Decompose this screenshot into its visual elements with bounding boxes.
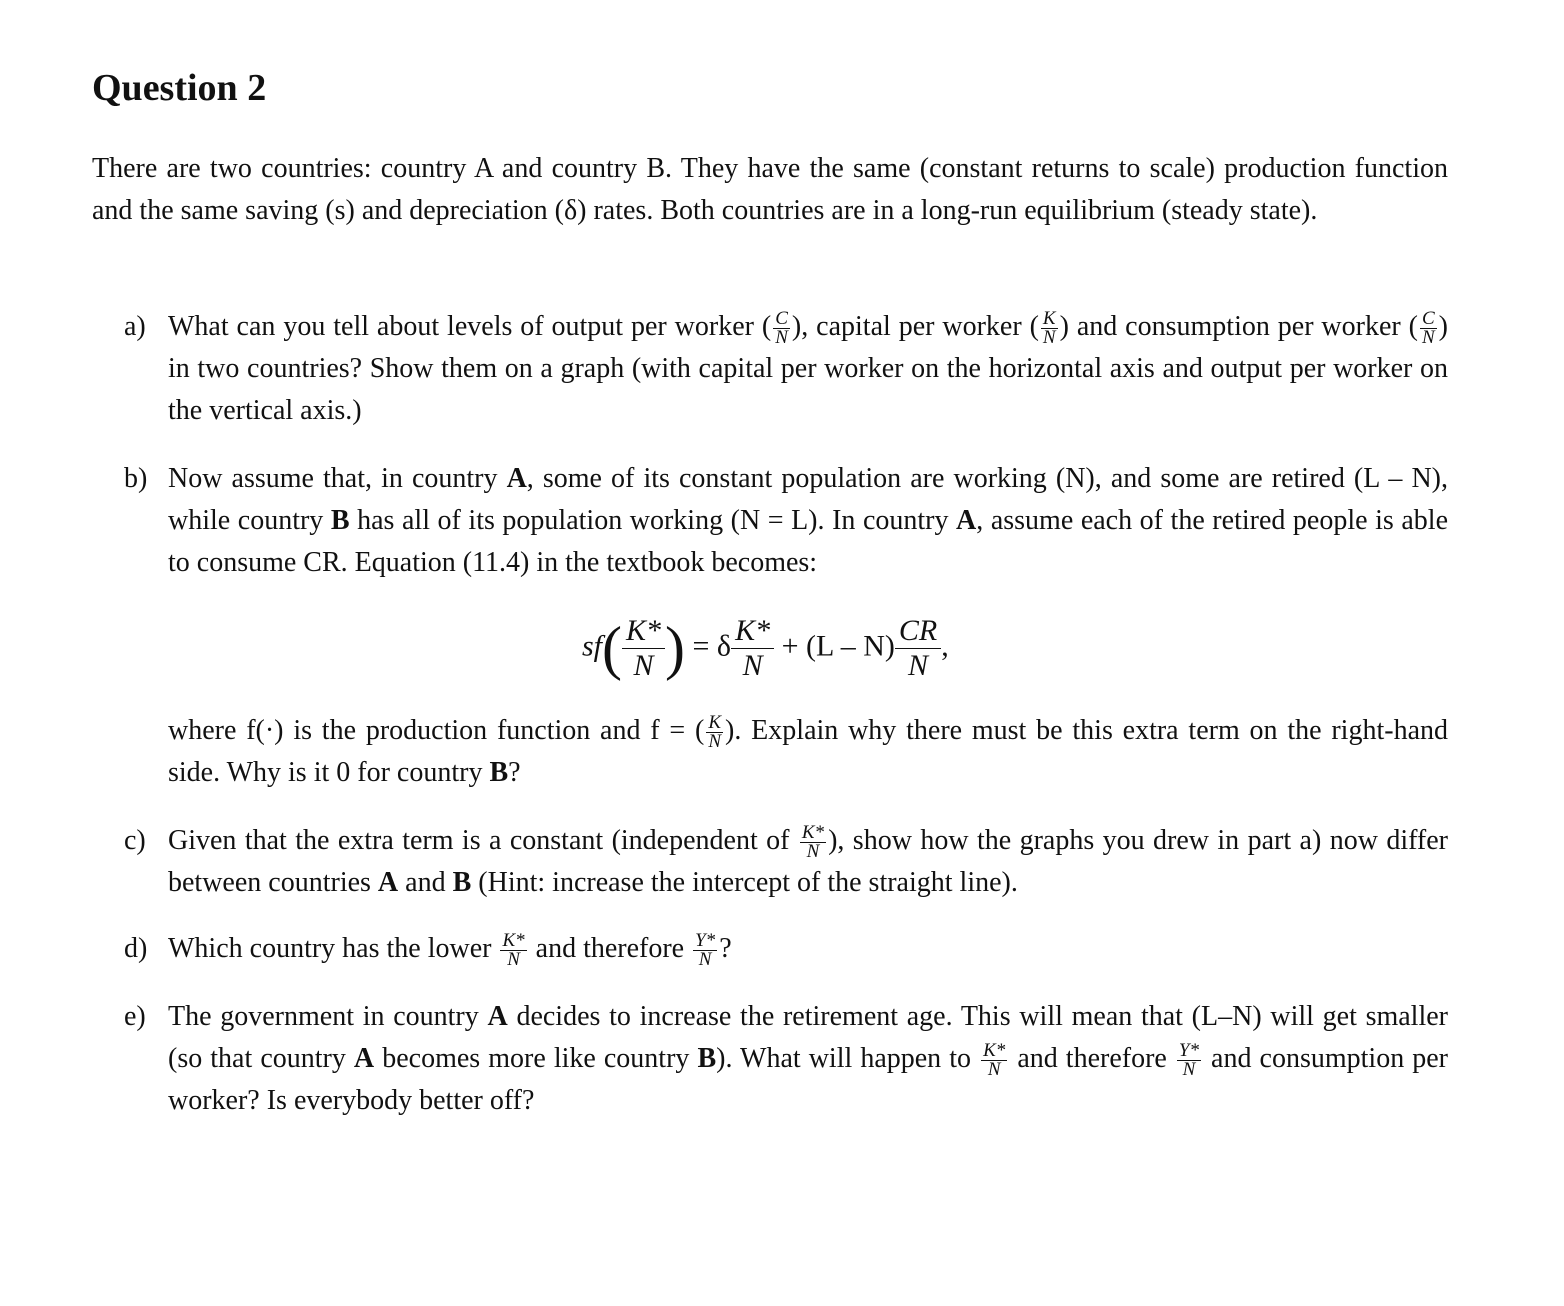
part-a-label: a)	[124, 311, 146, 342]
fraction-k-over-n: $\frac{K}{N}$	[1042, 308, 1056, 349]
part-d-text: Which country has the lower $\frac{K*}{N}$ and therefore $\frac{Y*}{N}$ ?	[168, 930, 732, 971]
intro-paragraph: There are two countries: country A and country B. They have the same (constant returns to scale) production function and the same saving (s) and depreciation (δ) rates. Both countries are in a long-run equilibrium (steady state).	[92, 153, 1448, 226]
part-c-label: c)	[124, 825, 146, 856]
fraction-c-over-n: $\frac{C}{N}$	[1421, 308, 1435, 349]
fraction-kstar-over-n: $\frac{K*}{N}$	[983, 1040, 1006, 1081]
part-b-text-2: where f(·) is the production function and f = ( $\frac{K}{N}$ ). Explain why there must be this extra term on the right-hand side. Why is it 0 for country B?	[168, 712, 1448, 788]
fraction-k-over-n: $\frac{K}{N}$	[708, 712, 722, 753]
equation: sf( $\frac{K*}{N}$ ) = δ $\frac{K*}{N}$ + (L – N) $\frac{CR}{N}$ ,	[582, 614, 949, 682]
part-a-text: What can you tell about levels of output per worker ( $\frac{C}{N}$ ), capital per worker ( $\frac{K}{N}$ ) and consumption per worker ( $\frac{C}{N}$ ) in two countries? Show them on a graph (with capital per worker on the horizontal axis and output per worker on the vertical axis.)	[168, 308, 1448, 426]
fraction-kstar-over-n: $\frac{K*}{N}$	[502, 930, 525, 971]
fraction-ystar-over-n: $\frac{Y*}{N}$	[695, 930, 716, 971]
part-b-text: Now assume that, in country A, some of its constant population are working (N), and some are retired (L – N), while country B has all of its population working (N = L). In country A, assume each of the retired people is able to consume CR. Equation (11.4) in the textbook becomes:	[168, 463, 1448, 578]
part-d-label: d)	[124, 933, 148, 964]
part-c-text: Given that the extra term is a constant (independent of $\frac{K*}{N}$ ), show how the graphs you drew in part a) now differ between countries A and B (Hint: increase the intercept of the straight line).	[168, 822, 1448, 898]
part-e-label: e)	[124, 1001, 146, 1032]
part-e-text: The government in country A decides to increase the retirement age. This will mean that (L–N) will get smaller (so that country A becomes more like country B). What will happen to $\frac{K*}{N}$ and therefore $\frac{Y*}{N}$ and consumption per worker? Is everybody better off?	[168, 1001, 1448, 1116]
fraction-c-over-n: $\frac{C}{N}$	[775, 308, 788, 349]
fraction-kstar-over-n: $\frac{K*}{N}$	[801, 822, 825, 863]
page-title: Question 2	[92, 67, 267, 109]
part-b-label: b)	[124, 463, 148, 494]
fraction-ystar-over-n: $\frac{Y*}{N}$	[1178, 1040, 1199, 1081]
